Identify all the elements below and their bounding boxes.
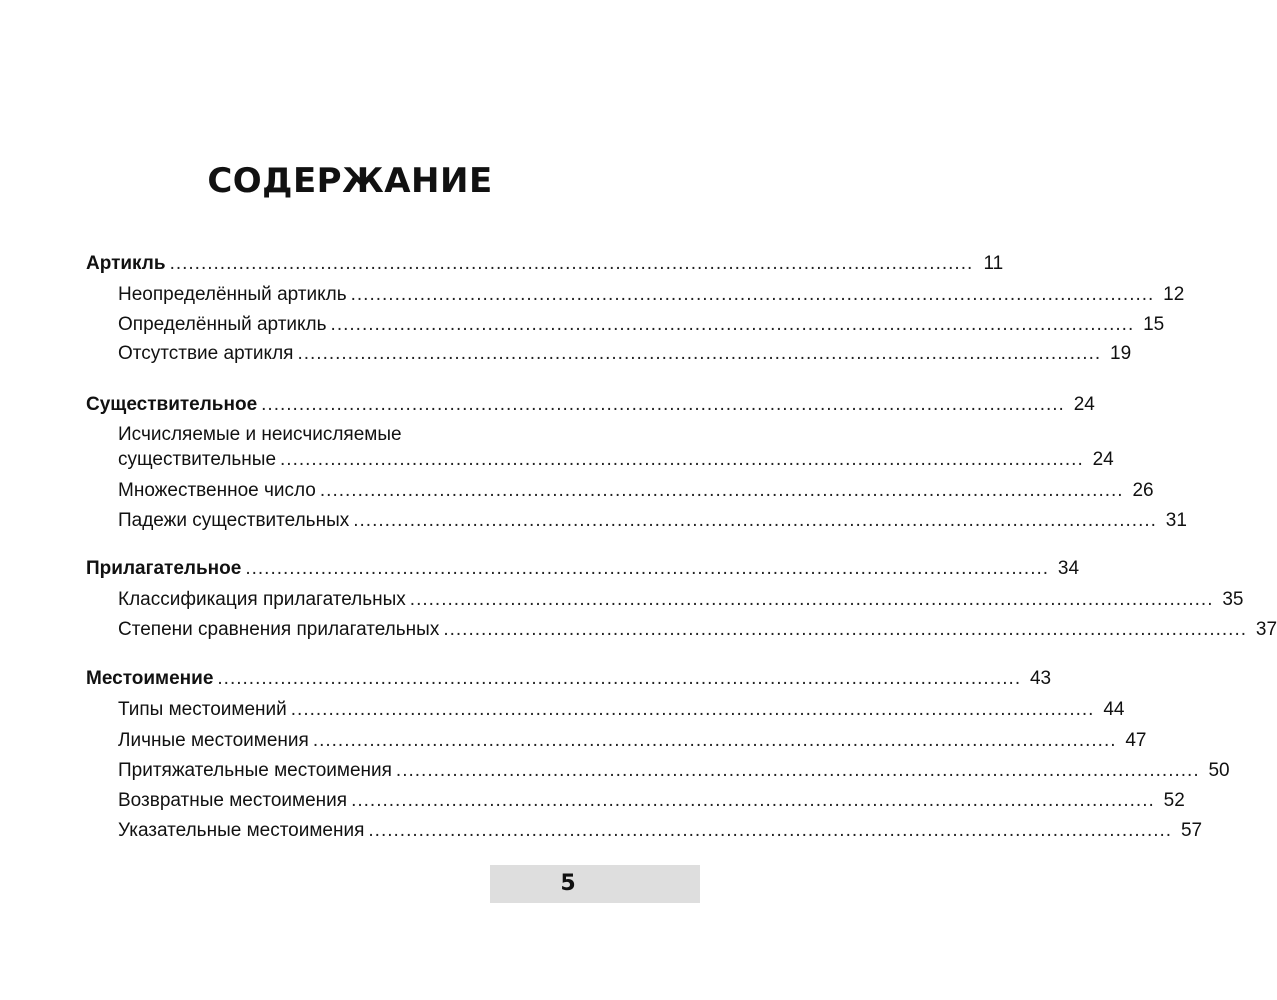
toc-item[interactable] <box>118 588 1244 612</box>
leader-dots: ................................................................................................................................ <box>217 668 1022 689</box>
toc-item-label: Возвратные местоимения <box>118 790 348 811</box>
toc-item-label-line1: Исчисляемые и неисчисляемые <box>118 424 402 445</box>
leader-dots: ................................................................................................................................ <box>290 699 1095 720</box>
leader-dots: ................................................................................................................................ <box>409 589 1214 610</box>
leader-dots: ................................................................................................................................ <box>330 314 1135 335</box>
leader-dots: ................................................................................................................................ <box>245 558 1050 579</box>
toc-item[interactable] <box>118 618 1277 642</box>
toc-item[interactable] <box>118 283 1185 307</box>
toc-item-label: Определённый артикль <box>118 314 327 335</box>
toc-page-number: 50 <box>1208 760 1230 781</box>
toc-section-label: Прилагательное <box>86 558 242 579</box>
toc-item-label: Указательные местоимения <box>118 820 365 841</box>
toc-item-label: Степени сравнения прилагательных <box>118 619 440 640</box>
leader-dots: ................................................................................................................................ <box>368 820 1173 841</box>
toc-page-number: 52 <box>1163 790 1185 811</box>
leader-dots: ................................................................................................................................ <box>350 284 1155 305</box>
toc-page-number: 57 <box>1180 820 1203 841</box>
toc-page-number: 15 <box>1143 314 1165 335</box>
table-of-contents <box>86 0 1277 1000</box>
toc-item[interactable] <box>118 729 1147 753</box>
toc-section-article[interactable] <box>86 252 1004 276</box>
toc-page-number: 34 <box>1057 558 1080 579</box>
toc-item-label: Личные местоимения <box>118 730 309 751</box>
toc-item-label: Множественное число <box>118 480 316 501</box>
toc-page-number: 31 <box>1165 510 1187 531</box>
toc-item[interactable] <box>118 342 1132 366</box>
toc-page-number: 11 <box>983 253 1004 274</box>
toc-section-adjective[interactable] <box>86 557 1080 581</box>
leader-dots: ................................................................................................................................ <box>443 619 1248 640</box>
page-title: СОДЕРЖАНИЕ <box>207 161 493 201</box>
toc-page-number: 12 <box>1163 284 1185 305</box>
toc-page-number: 44 <box>1103 699 1125 720</box>
leader-dots: ................................................................................................................................ <box>261 394 1065 415</box>
page-number: 5 <box>560 871 576 896</box>
leader-dots: ................................................................................................................................ <box>395 760 1200 781</box>
toc-item-label: существительные <box>118 449 277 470</box>
leader-dots: ................................................................................................................................ <box>297 343 1102 364</box>
toc-page-number: 24 <box>1073 394 1095 415</box>
toc-page-number: 35 <box>1222 589 1244 610</box>
leader-dots: ................................................................................................................................ <box>353 510 1157 531</box>
toc-item-label: Отсутствие артикля <box>118 343 294 364</box>
toc-item[interactable] <box>118 509 1187 533</box>
toc-item[interactable] <box>118 789 1185 813</box>
toc-item-label: Классификация прилагательных <box>118 589 406 610</box>
toc-section-label: Местоимение <box>86 668 214 689</box>
leader-dots: ................................................................................................................................ <box>319 480 1124 501</box>
toc-section-label: Существительное <box>86 394 258 415</box>
leader-dots: ................................................................................................................................ <box>351 790 1155 811</box>
toc-section-label: Артикль <box>86 253 166 274</box>
toc-item-label: Типы местоимений <box>118 699 287 720</box>
toc-section-pronoun[interactable] <box>86 667 1052 691</box>
toc-page-number: 19 <box>1110 343 1132 364</box>
leader-dots: ................................................................................................................................ <box>312 730 1117 751</box>
page-number-tab <box>490 865 700 903</box>
toc-page-number: 24 <box>1092 449 1114 470</box>
toc-item-label: Притяжательные местоимения <box>118 760 392 781</box>
toc-item[interactable] <box>118 698 1125 722</box>
toc-item[interactable] <box>118 819 1203 843</box>
toc-item[interactable] <box>118 448 1114 472</box>
leader-dots: ................................................................................................................................ <box>169 253 974 274</box>
toc-item[interactable] <box>118 479 1154 503</box>
toc-page-number: 37 <box>1255 619 1277 640</box>
toc-page-number: 26 <box>1132 480 1154 501</box>
toc-item-label: Падежи существительных <box>118 510 350 531</box>
toc-section-noun[interactable] <box>86 393 1095 417</box>
toc-page-number: 47 <box>1125 730 1147 751</box>
toc-item[interactable] <box>118 313 1165 337</box>
leader-dots: ................................................................................................................................ <box>280 449 1084 470</box>
toc-item-label: Неопределённый артикль <box>118 284 347 305</box>
toc-page-number: 43 <box>1029 668 1052 689</box>
toc-item[interactable] <box>118 759 1230 783</box>
